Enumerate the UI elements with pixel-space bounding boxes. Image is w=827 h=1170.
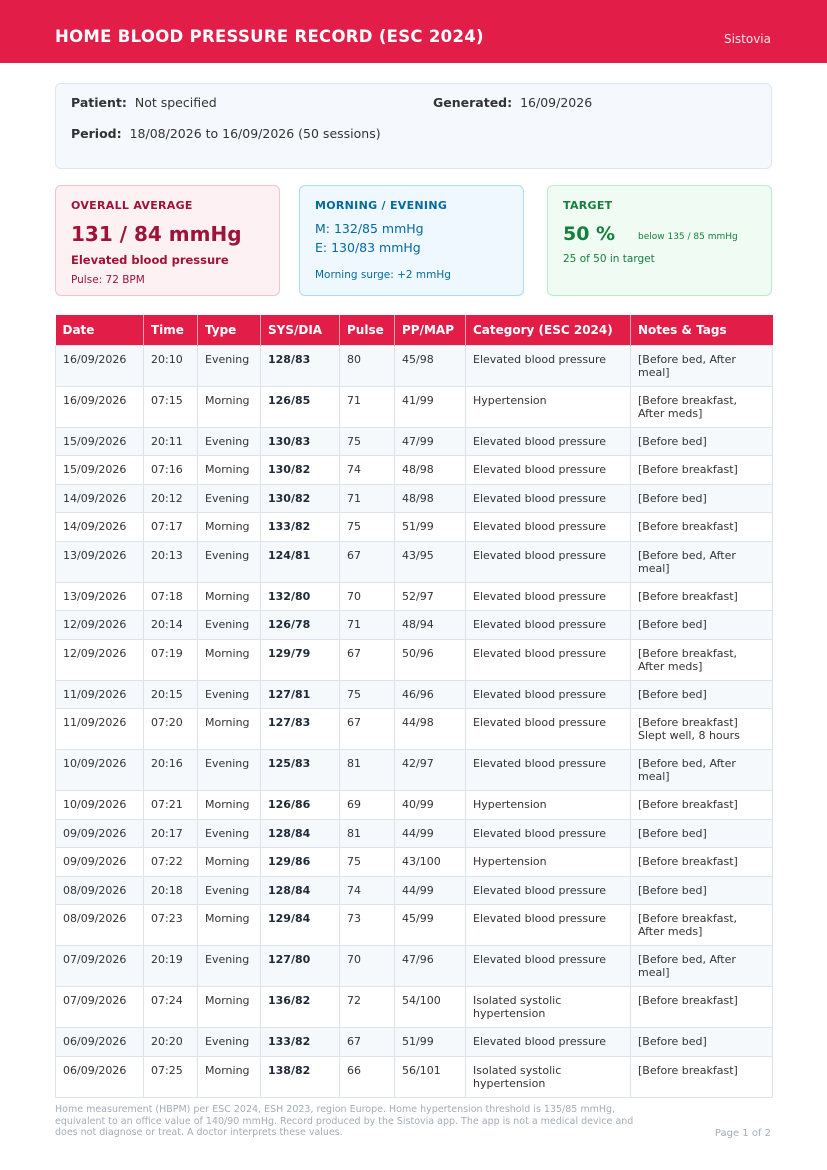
notes-cell: [Before bed]: [631, 819, 773, 848]
time-cell: 07:19: [144, 639, 198, 680]
pp-map-cell: 47/96: [395, 946, 466, 987]
report-header: [0, 0, 827, 63]
type-cell: Morning: [198, 513, 261, 542]
pulse-cell: 81: [340, 750, 395, 791]
report-title: HOME BLOOD PRESSURE RECORD (ESC 2024): [55, 27, 484, 46]
notes-cell: [Before breakfast]: [631, 456, 773, 485]
pp-map-cell: 52/97: [395, 582, 466, 611]
morning-evening-card: [299, 185, 524, 296]
date-cell: 08/09/2026: [56, 876, 144, 905]
category-cell: Isolated systolic hypertension: [466, 987, 631, 1028]
category-cell: Elevated blood pressure: [466, 345, 631, 386]
pp-map-cell: 44/99: [395, 876, 466, 905]
category-cell: Elevated blood pressure: [466, 709, 631, 750]
target-percentage: 50 %: [563, 223, 616, 245]
time-cell: 07:25: [144, 1056, 198, 1097]
date-cell: 12/09/2026: [56, 611, 144, 640]
pp-map-cell: 44/98: [395, 709, 466, 750]
notes-cell: [Before breakfast, After meds]: [631, 639, 773, 680]
time-cell: 07:15: [144, 386, 198, 427]
notes-cell: [Before bed]: [631, 611, 773, 640]
table-row: [56, 750, 773, 791]
morning-evening-title: MORNING / EVENING: [315, 199, 448, 212]
pp-map-cell: 42/97: [395, 750, 466, 791]
category-cell: Elevated blood pressure: [466, 513, 631, 542]
table-row: [56, 709, 773, 750]
sys-dia-cell: 127/83: [261, 709, 340, 750]
type-cell: Evening: [198, 876, 261, 905]
time-cell: 07:18: [144, 582, 198, 611]
notes-cell: [Before bed, After meal]: [631, 345, 773, 386]
date-cell: 16/09/2026: [56, 345, 144, 386]
pp-map-cell: 44/99: [395, 819, 466, 848]
pulse-cell: 72: [340, 987, 395, 1028]
date-cell: 10/09/2026: [56, 750, 144, 791]
pulse-cell: 71: [340, 611, 395, 640]
date-cell: 06/09/2026: [56, 1056, 144, 1097]
time-cell: 20:19: [144, 946, 198, 987]
patient-value: Not specified: [134, 95, 217, 110]
sys-dia-cell: 128/84: [261, 876, 340, 905]
table-row: [56, 611, 773, 640]
type-cell: Evening: [198, 484, 261, 513]
overall-average-title: OVERALL AVERAGE: [71, 199, 193, 212]
table-row: [56, 680, 773, 709]
pp-map-cell: 56/101: [395, 1056, 466, 1097]
table-row: [56, 1028, 773, 1057]
notes-cell: [Before bed]: [631, 876, 773, 905]
type-cell: Morning: [198, 456, 261, 485]
time-cell: 07:22: [144, 848, 198, 877]
table-row: [56, 1056, 773, 1097]
pulse-cell: 75: [340, 427, 395, 456]
table-row: [56, 484, 773, 513]
time-cell: 20:15: [144, 680, 198, 709]
pulse-cell: 67: [340, 709, 395, 750]
date-cell: 11/09/2026: [56, 680, 144, 709]
generated-row: [433, 95, 592, 110]
notes-cell: [Before breakfast]: [631, 582, 773, 611]
target-card: [547, 185, 772, 296]
pulse-cell: 71: [340, 386, 395, 427]
date-cell: 13/09/2026: [56, 582, 144, 611]
type-cell: Evening: [198, 680, 261, 709]
readings-table: [55, 315, 773, 1098]
notes-cell: [Before breakfast]: [631, 513, 773, 542]
category-cell: Elevated blood pressure: [466, 905, 631, 946]
type-cell: Morning: [198, 639, 261, 680]
pulse-cell: 71: [340, 484, 395, 513]
disclaimer-footer: Home measurement (HBPM) per ESC 2024, ESH 2023, region Europe. Home hypertension threshold is 135/85 mmHg, equivalent to an office value of 140/90 mmHg. Record produced by the Sistovia app. The app is not a medical device and does not diagnose or treat. A doctor interprets these values.: [55, 1104, 634, 1138]
sys-dia-cell: 138/82: [261, 1056, 340, 1097]
category-cell: Elevated blood pressure: [466, 456, 631, 485]
time-cell: 07:20: [144, 709, 198, 750]
category-cell: Hypertension: [466, 848, 631, 877]
type-cell: Morning: [198, 386, 261, 427]
pulse-cell: 70: [340, 582, 395, 611]
sys-dia-cell: 130/82: [261, 456, 340, 485]
notes-cell: [Before bed]: [631, 1028, 773, 1057]
table-row: [56, 791, 773, 820]
time-cell: 20:20: [144, 1028, 198, 1057]
date-cell: 14/09/2026: [56, 513, 144, 542]
sys-dia-cell: 125/83: [261, 750, 340, 791]
pp-map-cell: 46/96: [395, 680, 466, 709]
notes-cell: [Before bed]: [631, 680, 773, 709]
table-row: [56, 819, 773, 848]
pulse-cell: 75: [340, 848, 395, 877]
page-number: Page 1 of 2: [714, 1128, 771, 1139]
notes-cell: [Before breakfast]: [631, 791, 773, 820]
date-cell: 07/09/2026: [56, 946, 144, 987]
time-cell: 07:23: [144, 905, 198, 946]
sys-dia-cell: 128/83: [261, 345, 340, 386]
date-cell: 07/09/2026: [56, 987, 144, 1028]
notes-cell: [Before bed]: [631, 484, 773, 513]
type-cell: Morning: [198, 1056, 261, 1097]
table-row: [56, 427, 773, 456]
column-header-type: Type: [198, 315, 261, 345]
pulse-cell: 81: [340, 819, 395, 848]
time-cell: 20:13: [144, 541, 198, 582]
evening-average: E: 130/83 mmHg: [315, 240, 421, 255]
type-cell: Evening: [198, 611, 261, 640]
type-cell: Evening: [198, 427, 261, 456]
sys-dia-cell: 129/79: [261, 639, 340, 680]
table-row: [56, 541, 773, 582]
pp-map-cell: 47/99: [395, 427, 466, 456]
period-value: 18/08/2026 to 16/09/2026 (50 sessions): [129, 126, 381, 141]
table-row: [56, 848, 773, 877]
category-cell: Hypertension: [466, 386, 631, 427]
overall-average-card: [55, 185, 280, 296]
table-row: [56, 513, 773, 542]
patient-row: [71, 95, 217, 110]
type-cell: Evening: [198, 345, 261, 386]
table-row: [56, 946, 773, 987]
notes-cell: [Before breakfast]: [631, 848, 773, 877]
column-header-time: Time: [144, 315, 198, 345]
category-cell: Elevated blood pressure: [466, 946, 631, 987]
time-cell: 07:24: [144, 987, 198, 1028]
pp-map-cell: 54/100: [395, 987, 466, 1028]
pulse-cell: 80: [340, 345, 395, 386]
category-cell: Elevated blood pressure: [466, 582, 631, 611]
pulse-cell: 67: [340, 1028, 395, 1057]
type-cell: Morning: [198, 905, 261, 946]
table-row: [56, 386, 773, 427]
morning-surge: Morning surge: +2 mmHg: [315, 269, 451, 281]
column-header-pulse: Pulse: [340, 315, 395, 345]
pp-map-cell: 40/99: [395, 791, 466, 820]
category-cell: Elevated blood pressure: [466, 876, 631, 905]
pulse-cell: 73: [340, 905, 395, 946]
target-title: TARGET: [563, 199, 613, 212]
date-cell: 09/09/2026: [56, 848, 144, 877]
table-row: [56, 987, 773, 1028]
time-cell: 20:18: [144, 876, 198, 905]
pulse-cell: 74: [340, 456, 395, 485]
date-cell: 13/09/2026: [56, 541, 144, 582]
pp-map-cell: 45/98: [395, 345, 466, 386]
table-header-row: [56, 315, 773, 345]
type-cell: Morning: [198, 987, 261, 1028]
notes-cell: [Before breakfast, After meds]: [631, 905, 773, 946]
date-cell: 16/09/2026: [56, 386, 144, 427]
sys-dia-cell: 133/82: [261, 513, 340, 542]
type-cell: Morning: [198, 709, 261, 750]
pp-map-cell: 43/95: [395, 541, 466, 582]
date-cell: 12/09/2026: [56, 639, 144, 680]
category-cell: Elevated blood pressure: [466, 819, 631, 848]
pulse-cell: 70: [340, 946, 395, 987]
sys-dia-cell: 126/86: [261, 791, 340, 820]
type-cell: Evening: [198, 541, 261, 582]
pp-map-cell: 51/99: [395, 513, 466, 542]
pulse-cell: 69: [340, 791, 395, 820]
pp-map-cell: 50/96: [395, 639, 466, 680]
pulse-cell: 67: [340, 541, 395, 582]
sys-dia-cell: 130/82: [261, 484, 340, 513]
brand-name: Sistovia: [723, 32, 771, 46]
notes-cell: [Before breakfast, After meds]: [631, 386, 773, 427]
pp-map-cell: 51/99: [395, 1028, 466, 1057]
patient-info-panel: [55, 83, 772, 169]
pp-map-cell: 48/98: [395, 456, 466, 485]
category-cell: Elevated blood pressure: [466, 1028, 631, 1057]
sys-dia-cell: 129/86: [261, 848, 340, 877]
time-cell: 20:14: [144, 611, 198, 640]
morning-average: M: 132/85 mmHg: [315, 221, 424, 236]
type-cell: Evening: [198, 1028, 261, 1057]
column-header-category: Category (ESC 2024): [466, 315, 631, 345]
date-cell: 14/09/2026: [56, 484, 144, 513]
type-cell: Evening: [198, 750, 261, 791]
type-cell: Morning: [198, 582, 261, 611]
target-count: 25 of 50 in target: [563, 253, 655, 265]
date-cell: 15/09/2026: [56, 427, 144, 456]
overall-category: Elevated blood pressure: [71, 253, 229, 267]
time-cell: 20:10: [144, 345, 198, 386]
category-cell: Elevated blood pressure: [466, 639, 631, 680]
type-cell: Morning: [198, 848, 261, 877]
column-header-pp-map: PP/MAP: [395, 315, 466, 345]
date-cell: 06/09/2026: [56, 1028, 144, 1057]
table-row: [56, 639, 773, 680]
pulse-cell: 75: [340, 513, 395, 542]
date-cell: 11/09/2026: [56, 709, 144, 750]
pulse-cell: 74: [340, 876, 395, 905]
notes-cell: [Before bed]: [631, 427, 773, 456]
date-cell: 09/09/2026: [56, 819, 144, 848]
time-cell: 20:11: [144, 427, 198, 456]
column-header-sys-dia: SYS/DIA: [261, 315, 340, 345]
sys-dia-cell: 124/81: [261, 541, 340, 582]
patient-label: Patient:: [71, 95, 127, 110]
sys-dia-cell: 126/78: [261, 611, 340, 640]
sys-dia-cell: 132/80: [261, 582, 340, 611]
pulse-cell: 66: [340, 1056, 395, 1097]
table-row: [56, 456, 773, 485]
notes-cell: [Before breakfast] Slept well, 8 hours: [631, 709, 773, 750]
table-row: [56, 582, 773, 611]
date-cell: 08/09/2026: [56, 905, 144, 946]
column-header-notes: Notes & Tags: [631, 315, 773, 345]
notes-cell: [Before breakfast]: [631, 1056, 773, 1097]
sys-dia-cell: 127/81: [261, 680, 340, 709]
date-cell: 15/09/2026: [56, 456, 144, 485]
generated-label: Generated:: [433, 95, 513, 110]
pp-map-cell: 48/98: [395, 484, 466, 513]
period-label: Period:: [71, 126, 122, 141]
notes-cell: [Before bed, After meal]: [631, 946, 773, 987]
category-cell: Elevated blood pressure: [466, 680, 631, 709]
pp-map-cell: 48/94: [395, 611, 466, 640]
category-cell: Hypertension: [466, 791, 631, 820]
type-cell: Evening: [198, 819, 261, 848]
type-cell: Morning: [198, 791, 261, 820]
sys-dia-cell: 127/80: [261, 946, 340, 987]
overall-pulse: Pulse: 72 BPM: [71, 274, 145, 286]
target-threshold-note: below 135 / 85 mmHg: [638, 232, 738, 242]
sys-dia-cell: 126/85: [261, 386, 340, 427]
pp-map-cell: 41/99: [395, 386, 466, 427]
sys-dia-cell: 129/84: [261, 905, 340, 946]
table-row: [56, 905, 773, 946]
pp-map-cell: 45/99: [395, 905, 466, 946]
overall-average-value: 131 / 84 mmHg: [71, 222, 242, 246]
table-row: [56, 876, 773, 905]
period-row: [71, 126, 381, 141]
time-cell: 20:12: [144, 484, 198, 513]
time-cell: 07:16: [144, 456, 198, 485]
notes-cell: [Before bed, After meal]: [631, 750, 773, 791]
time-cell: 20:16: [144, 750, 198, 791]
date-cell: 10/09/2026: [56, 791, 144, 820]
pulse-cell: 67: [340, 639, 395, 680]
category-cell: Isolated systolic hypertension: [466, 1056, 631, 1097]
sys-dia-cell: 133/82: [261, 1028, 340, 1057]
category-cell: Elevated blood pressure: [466, 611, 631, 640]
category-cell: Elevated blood pressure: [466, 541, 631, 582]
sys-dia-cell: 136/82: [261, 987, 340, 1028]
column-header-date: Date: [56, 315, 144, 345]
sys-dia-cell: 128/84: [261, 819, 340, 848]
pp-map-cell: 43/100: [395, 848, 466, 877]
time-cell: 20:17: [144, 819, 198, 848]
notes-cell: [Before breakfast]: [631, 987, 773, 1028]
time-cell: 07:21: [144, 791, 198, 820]
notes-cell: [Before bed, After meal]: [631, 541, 773, 582]
sys-dia-cell: 130/83: [261, 427, 340, 456]
generated-value: 16/09/2026: [520, 95, 593, 110]
category-cell: Elevated blood pressure: [466, 750, 631, 791]
time-cell: 07:17: [144, 513, 198, 542]
type-cell: Evening: [198, 946, 261, 987]
table-row: [56, 345, 773, 386]
category-cell: Elevated blood pressure: [466, 427, 631, 456]
category-cell: Elevated blood pressure: [466, 484, 631, 513]
pulse-cell: 75: [340, 680, 395, 709]
